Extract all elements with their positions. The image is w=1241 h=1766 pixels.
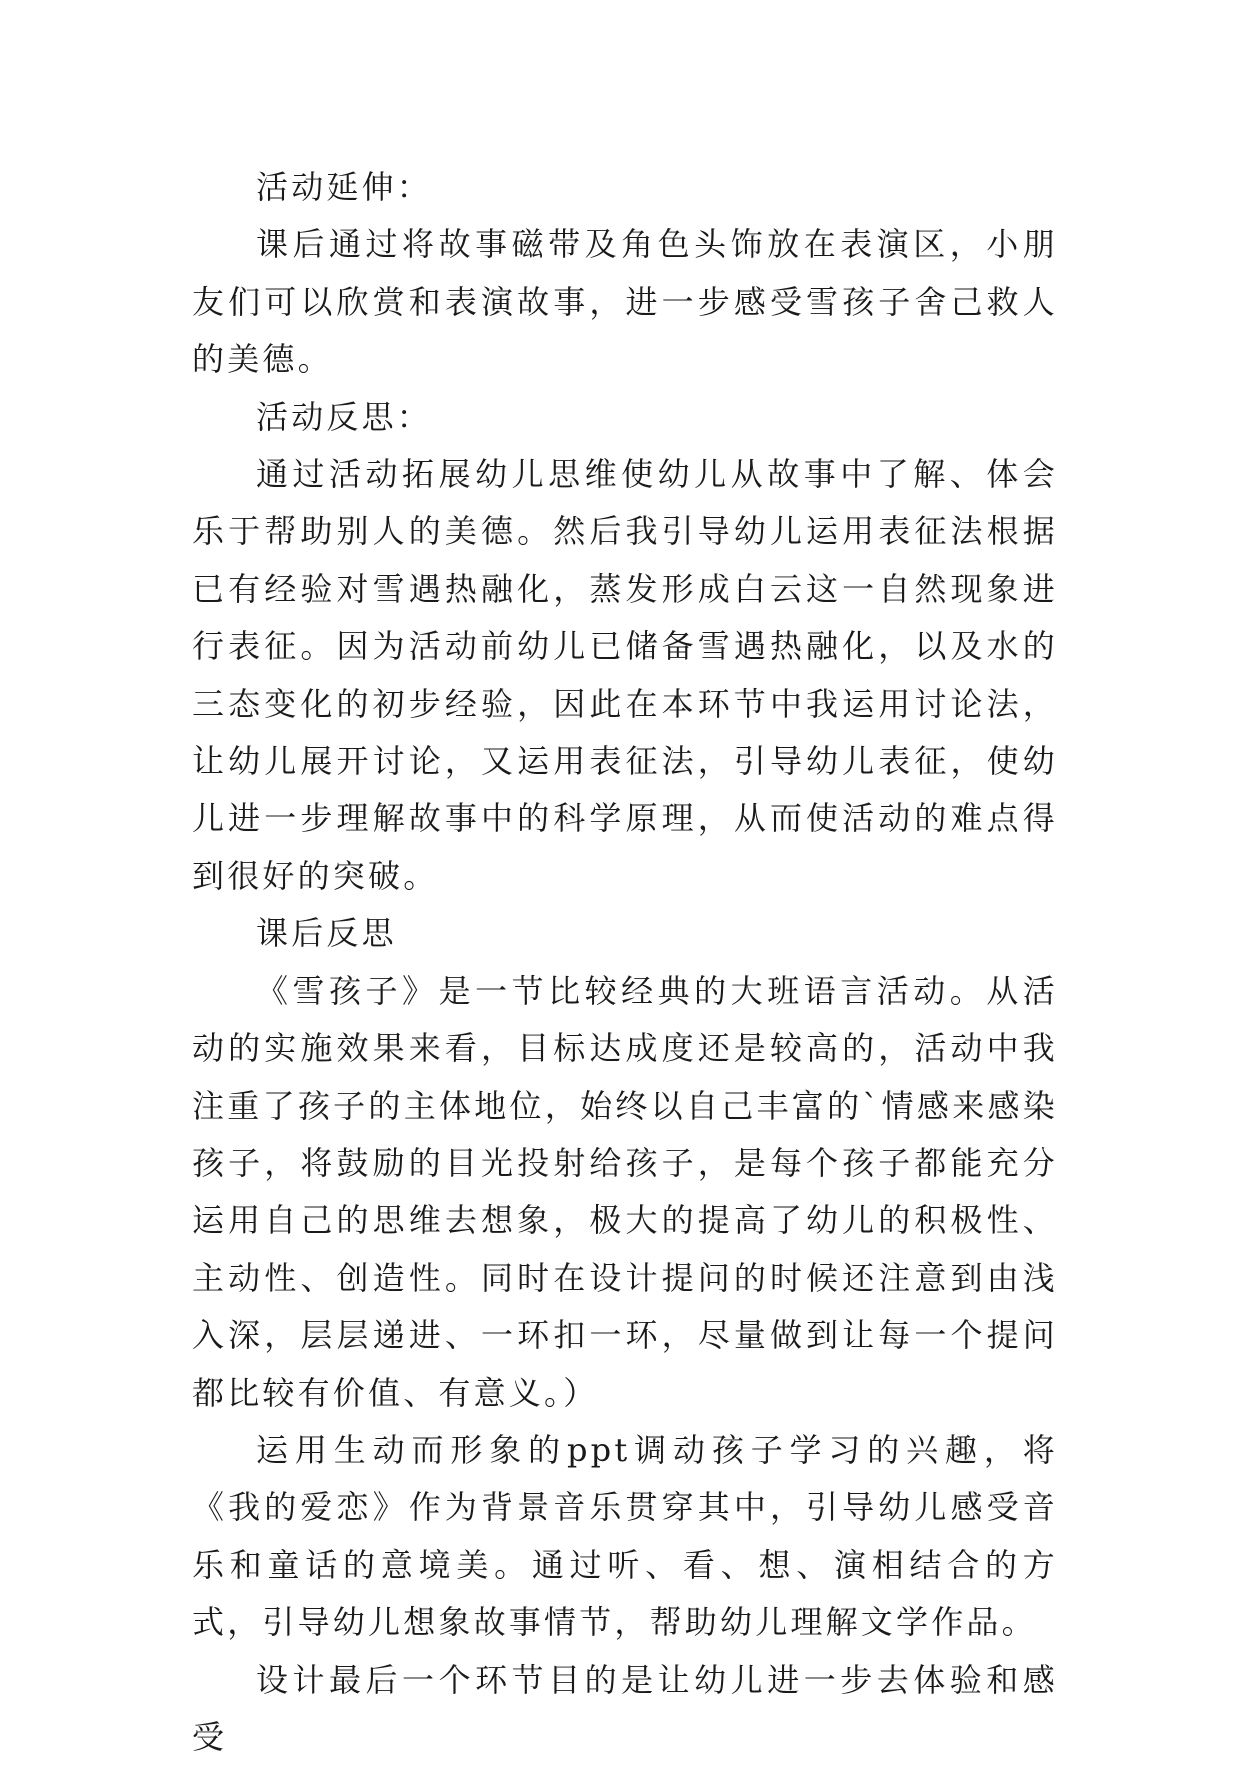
paragraph-extension: 课后通过将故事磁带及角色头饰放在表演区，小朋友们可以欣赏和表演故事，进一步感受雪孩子舍己救人的美德。 <box>192 225 1058 379</box>
heading-activity-extension: 活动延伸： <box>256 168 433 206</box>
paragraph-last-section: 设计最后一个环节目的是让幼儿进一步去体验和感受 <box>192 1660 1058 1756</box>
paragraph-snow-child: 《雪孩子》是一节比较经典的大班语言活动。从活动的实施效果来看，目标达成度还是较高的，活动中我注重了孩子的主体地位，始终以自己丰富的`情感来感染孩子，将鼓励的目光投射给孩子，是每个孩子都能充分运用自己的思维去想象，极大的提高了幼儿的积极性、主动性、创造性。同时在设计提问的时候还注意到由浅入深，层层递进、一环扣一环，尽量做到让每一个提问都比较有价值、有意义。） <box>192 971 1058 1412</box>
paragraph-ppt: 运用生动而形象的ppt调动孩子学习的兴趣，将《我的爱恋》作为背景音乐贯穿其中，引导幼儿感受音乐和童话的意境美。通过听、看、想、演相结合的方式，引导幼儿想象故事情节，帮助幼儿理解文学作品。 <box>192 1430 1058 1642</box>
heading-after-class-reflection: 课后反思 <box>256 914 397 953</box>
heading-activity-reflection: 活动反思： <box>256 397 433 436</box>
document-body <box>192 159 1058 1766</box>
paragraph-reflection: 通过活动拓展幼儿思维使幼儿从故事中了解、体会乐于帮助别人的美德。然后我引导幼儿运用表征法根据已有经验对雪遇热融化，蒸发形成白云这一自然现象进行表征。因为活动前幼儿已储备雪遇热融化，以及水的三态变化的初步经验，因此在本环节中我运用讨论法，让幼儿展开讨论，又运用表征法，引导幼儿表征，使幼儿进一步理解故事中的科学原理，从而使活动的难点得到很好的突破。 <box>192 455 1058 895</box>
